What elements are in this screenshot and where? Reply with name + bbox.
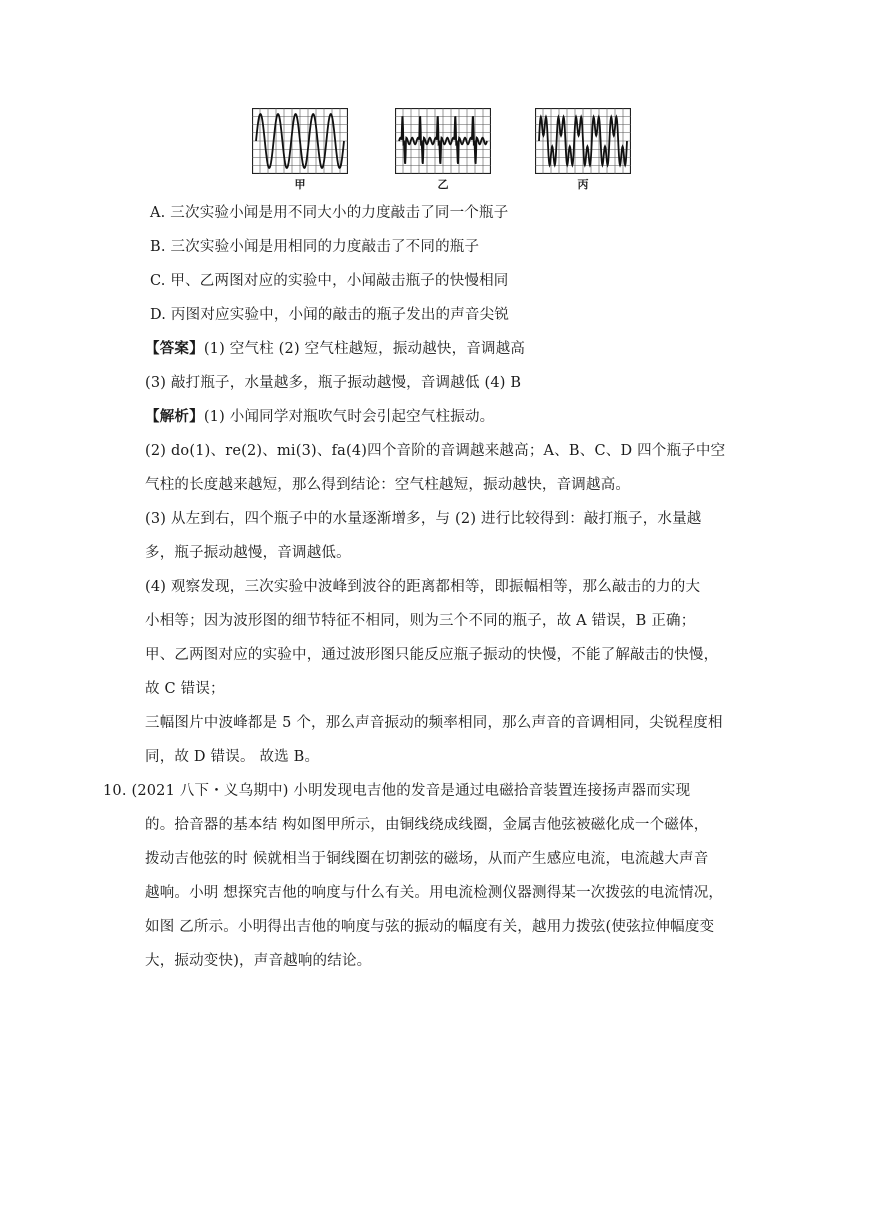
question10-line-6: 大，振动变快)，声音越响的结论。 [145, 953, 372, 969]
analysis-line-5: 多，瓶子振动越慢，音调越低。 [145, 545, 351, 561]
answer-line-2: (3) 敲打瓶子，水量越多，瓶子振动越慢，音调越低 (4) B [145, 375, 522, 391]
waveform-bing [535, 108, 631, 192]
analysis-line-8: 甲、乙两图对应的实验中，通过波形图只能反应瓶子振动的快慢，不能了解敲击的快慢， [145, 647, 719, 663]
waveform-figures [252, 108, 632, 192]
analysis-line-2: (2) do(1)、re(2)、mi(3)、fa(4)四个音阶的音调越来越高；A、B、C、D 四个瓶子中空 [145, 443, 726, 459]
analysis-line-9: 故 C 错误； [145, 681, 225, 697]
question10-line-1: 10. (2021 八下・义乌期中) 小明发现电吉他的发音是通过电磁拾音装置连接扬声器而实现 [103, 783, 691, 799]
option-d: D. 丙图对应实验中，小闻的敲击的瓶子发出的声音尖锐 [150, 307, 510, 323]
waveform-yi-label: 乙 [437, 178, 449, 191]
option-b: B. 三次实验小闻是用相同的力度敲击了不同的瓶子 [150, 239, 480, 255]
question10-line-2: 的。拾音器的基本结 构如图甲所示，由铜线绕成线圈，金属吉他弦被磁化成一个磁体， [145, 817, 709, 833]
analysis-line-3: 气柱的长度越来越短，那么得到结论：空气柱越短，振动越快，音调越高。 [145, 477, 631, 493]
analysis-text-1: (1) 小闻同学对瓶吹气时会引起空气柱振动。 [203, 409, 495, 425]
answer-line-1 [145, 339, 525, 359]
analysis-line-11: 同，故 D 错误。 故选 B。 [145, 749, 320, 765]
answer-text-1: (1) 空气柱 (2) 空气柱越短，振动越快，音调越高 [203, 341, 526, 357]
analysis-line-7: 小相等；因为波形图的细节特征不相同，则为三个不同的瓶子，故 A 错误，B 正确； [145, 613, 696, 629]
question10-line-4: 越响。小明 想探究吉他的响度与什么有关。用电流检测仪器测得某一次拨弦的电流情况， [145, 885, 724, 901]
waveform-yi [395, 108, 491, 192]
analysis-tag: 【解析】 [145, 408, 204, 425]
analysis-line-1 [145, 407, 494, 427]
waveform-bing-graph [535, 108, 631, 174]
option-a: A. 三次实验小闻是用不同大小的力度敲击了同一个瓶子 [150, 205, 509, 221]
answer-tag: 【答案】 [145, 340, 204, 357]
analysis-line-4: (3) 从左到右，四个瓶子中的水量逐渐增多，与 (2) 进行比较得到：敲打瓶子，水量越 [145, 511, 702, 527]
analysis-line-10: 三幅图片中波峰都是 5 个，那么声音振动的频率相同，那么声音的音调相同，尖锐程度相 [145, 715, 723, 731]
waveform-jia-graph [252, 108, 348, 174]
option-c: C. 甲、乙两图对应的实验中，小闻敲击瓶子的快慢相同 [150, 273, 509, 289]
analysis-line-6: (4) 观察发现，三次实验中波峰到波谷的距离都相等，即振幅相等，那么敲击的力的大 [145, 579, 701, 595]
question10-line-3: 拨动吉他弦的时 候就相当于铜线圈在切割弦的磁场，从而产生感应电流，电流越大声音 [145, 851, 709, 867]
waveform-jia-label: 甲 [294, 178, 306, 191]
waveform-bing-label: 丙 [577, 178, 589, 191]
question10-line-5: 如图 乙所示。小明得出吉他的响度与弦的振动的幅度有关，越用力拨弦(使弦拉伸幅度变 [145, 919, 715, 935]
waveform-jia [252, 108, 348, 192]
waveform-yi-graph [395, 108, 491, 174]
